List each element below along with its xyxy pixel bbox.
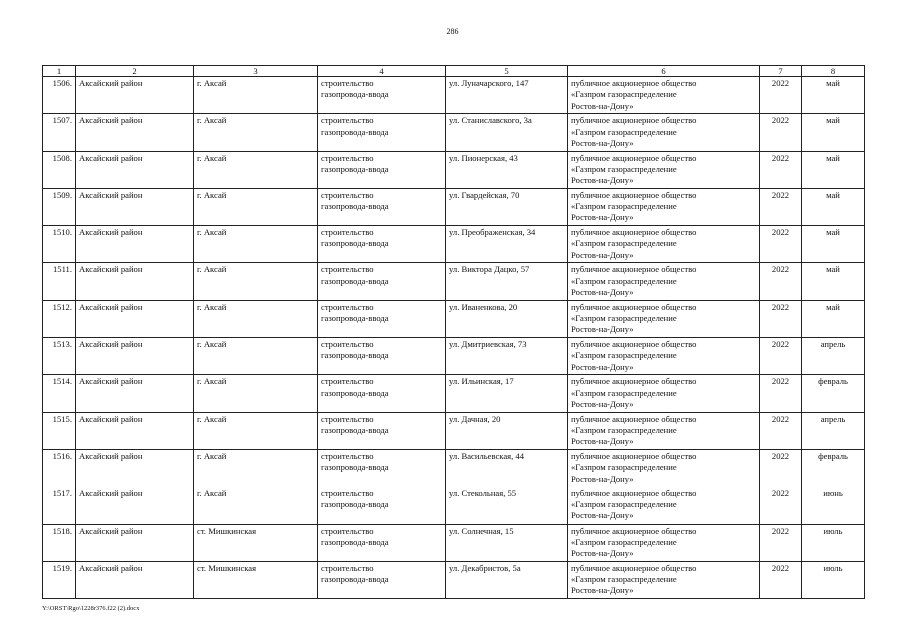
organization-cell — [568, 449, 760, 486]
year-cell-line: 2022 — [771, 339, 790, 350]
work-type-cell-line: газопровода-ввода — [321, 574, 389, 585]
organization-cell — [568, 263, 760, 300]
locality-cell — [194, 338, 318, 375]
address-cell-line: ул. Декабристов, 5а — [449, 562, 521, 573]
table-row — [43, 338, 865, 375]
row-number — [43, 77, 76, 114]
work-type-cell-line: строительство — [321, 189, 374, 200]
year-cell — [760, 263, 802, 300]
table-row — [43, 300, 865, 337]
organization-cell-line: «Газпром газораспределение — [571, 499, 677, 510]
month-cell-line: апрель — [820, 413, 846, 424]
district-cell — [76, 226, 194, 263]
locality-cell-line: г. Аксай — [197, 301, 227, 312]
year-cell — [760, 77, 802, 114]
address-cell — [446, 114, 568, 151]
year-cell-line: 2022 — [771, 413, 790, 424]
organization-cell-line: Ростов-на-Дону» — [571, 287, 634, 298]
month-cell-line: февраль — [818, 376, 848, 387]
month-cell-line: май — [826, 152, 840, 163]
work-type-cell-line: строительство — [321, 376, 374, 387]
locality-cell-line: ст. Мишкинская — [197, 562, 257, 573]
address-cell — [446, 226, 568, 263]
gasification-table — [42, 65, 865, 599]
organization-cell-line: «Газпром газораспределение — [571, 201, 677, 212]
address-cell — [446, 263, 568, 300]
month-cell-line: февраль — [818, 450, 848, 461]
row-number — [43, 188, 76, 225]
district-cell-line: Аксайский район — [79, 450, 143, 461]
organization-cell-line: Ростов-на-Дону» — [571, 436, 634, 447]
organization-cell-line: «Газпром газораспределение — [571, 536, 677, 547]
col-header-8: 8 — [802, 66, 865, 77]
col-header-3: 3 — [194, 66, 318, 77]
year-cell-line: 2022 — [771, 152, 790, 163]
locality-cell — [194, 524, 318, 561]
work-type-cell — [318, 188, 446, 225]
year-cell-line: 2022 — [771, 562, 790, 573]
work-type-cell-line: строительство — [321, 152, 374, 163]
year-cell-line: 2022 — [771, 301, 790, 312]
work-type-cell — [318, 338, 446, 375]
year-cell — [760, 151, 802, 188]
organization-cell-line: Ростов-на-Дону» — [571, 510, 634, 521]
district-cell — [76, 188, 194, 225]
organization-cell — [568, 412, 760, 449]
month-cell-line: апрель — [820, 339, 846, 350]
col-header-6: 6 — [568, 66, 760, 77]
organization-cell-line: Ростов-на-Дону» — [571, 548, 634, 559]
month-cell — [802, 412, 865, 449]
row-number — [43, 524, 76, 561]
row-number — [43, 226, 76, 263]
table-row — [43, 487, 865, 524]
locality-cell — [194, 300, 318, 337]
organization-cell-line: публичное акционерное общество — [571, 227, 697, 238]
row-number-line: 1511. — [52, 264, 72, 275]
work-type-cell-line: газопровода-ввода — [321, 238, 389, 249]
organization-cell-line: Ростов-на-Дону» — [571, 175, 634, 186]
address-cell-line: ул. Гвардейская, 70 — [449, 189, 520, 200]
organization-cell — [568, 375, 760, 412]
organization-cell-line: публичное акционерное общество — [571, 189, 697, 200]
address-cell-line: ул. Васильевская, 44 — [449, 450, 525, 461]
locality-cell — [194, 77, 318, 114]
row-number-line: 1515. — [52, 413, 72, 424]
row-number-line: 1507. — [52, 115, 72, 126]
year-cell — [760, 300, 802, 337]
year-cell-line: 2022 — [771, 450, 790, 461]
district-cell — [76, 114, 194, 151]
district-cell-line: Аксайский район — [79, 562, 143, 573]
locality-cell — [194, 263, 318, 300]
row-number-line: 1516. — [52, 450, 72, 461]
month-cell-line: май — [826, 115, 840, 126]
district-cell — [76, 412, 194, 449]
district-cell-line: Аксайский район — [79, 487, 143, 498]
year-cell-line: 2022 — [771, 227, 790, 238]
work-type-cell-line: строительство — [321, 413, 374, 424]
month-cell — [802, 338, 865, 375]
year-cell — [760, 449, 802, 486]
organization-cell-line: публичное акционерное общество — [571, 525, 697, 536]
locality-cell-line: г. Аксай — [197, 450, 227, 461]
row-number — [43, 412, 76, 449]
row-number — [43, 338, 76, 375]
address-cell — [446, 188, 568, 225]
locality-cell-line: г. Аксай — [197, 115, 227, 126]
organization-cell-line: «Газпром газораспределение — [571, 238, 677, 249]
work-type-cell — [318, 561, 446, 598]
locality-cell — [194, 487, 318, 524]
organization-cell — [568, 226, 760, 263]
col-header-5: 5 — [446, 66, 568, 77]
month-cell — [802, 300, 865, 337]
work-type-cell-line: строительство — [321, 339, 374, 350]
district-cell-line: Аксайский район — [79, 115, 143, 126]
work-type-cell-line: газопровода-ввода — [321, 387, 389, 398]
locality-cell-line: ст. Мишкинская — [197, 525, 257, 536]
organization-cell — [568, 338, 760, 375]
address-cell-line: ул. Станиславского, 3а — [449, 115, 532, 126]
locality-cell — [194, 375, 318, 412]
row-number — [43, 114, 76, 151]
district-cell — [76, 77, 194, 114]
organization-cell-line: «Газпром газораспределение — [571, 424, 677, 435]
work-type-cell — [318, 263, 446, 300]
district-cell-line: Аксайский район — [79, 264, 143, 275]
district-cell-line: Аксайский район — [79, 339, 143, 350]
year-cell — [760, 226, 802, 263]
table-row — [43, 188, 865, 225]
district-cell-line: Аксайский район — [79, 301, 143, 312]
locality-cell-line: г. Аксай — [197, 78, 227, 88]
row-number — [43, 300, 76, 337]
col-header-7: 7 — [760, 66, 802, 77]
month-cell — [802, 77, 865, 114]
year-cell — [760, 561, 802, 598]
table-row — [43, 561, 865, 598]
month-cell-line: май — [826, 78, 840, 88]
organization-cell — [568, 188, 760, 225]
month-cell — [802, 449, 865, 486]
row-number — [43, 263, 76, 300]
month-cell-line: июнь — [823, 487, 843, 498]
month-cell-line: май — [826, 264, 840, 275]
address-cell — [446, 487, 568, 524]
address-cell — [446, 338, 568, 375]
row-number-line: 1510. — [52, 227, 72, 238]
year-cell-line: 2022 — [771, 525, 790, 536]
locality-cell — [194, 114, 318, 151]
year-cell-line: 2022 — [771, 189, 790, 200]
locality-cell — [194, 561, 318, 598]
address-cell-line: ул. Луначарского, 147 — [449, 78, 529, 88]
address-cell-line: ул. Дачная, 20 — [449, 413, 501, 424]
locality-cell-line: г. Аксай — [197, 413, 227, 424]
organization-cell — [568, 151, 760, 188]
address-cell-line: ул. Иваненкова, 20 — [449, 301, 518, 312]
locality-cell — [194, 226, 318, 263]
year-cell-line: 2022 — [771, 115, 790, 126]
organization-cell-line: «Газпром газораспределение — [571, 387, 677, 398]
organization-cell-line: Ростов-на-Дону» — [571, 585, 634, 596]
work-type-cell-line: строительство — [321, 487, 374, 498]
work-type-cell-line: строительство — [321, 301, 374, 312]
organization-cell-line: публичное акционерное общество — [571, 301, 697, 312]
work-type-cell — [318, 487, 446, 524]
address-cell-line: ул. Стекольная, 55 — [449, 487, 517, 498]
work-type-cell — [318, 77, 446, 114]
district-cell-line: Аксайский район — [79, 227, 143, 238]
locality-cell-line: г. Аксай — [197, 487, 227, 498]
organization-cell-line: «Газпром газораспределение — [571, 126, 677, 137]
row-number-line: 1518. — [52, 525, 72, 536]
month-cell — [802, 375, 865, 412]
year-cell — [760, 188, 802, 225]
organization-cell-line: «Газпром газораспределение — [571, 574, 677, 585]
work-type-cell-line: газопровода-ввода — [321, 163, 389, 174]
district-cell — [76, 449, 194, 486]
row-number-line: 1514. — [52, 376, 72, 387]
locality-cell-line: г. Аксай — [197, 152, 227, 163]
locality-cell-line: г. Аксай — [197, 376, 227, 387]
year-cell — [760, 114, 802, 151]
organization-cell-line: «Газпром газораспределение — [571, 275, 677, 286]
month-cell — [802, 561, 865, 598]
row-number-line: 1509. — [52, 189, 72, 200]
work-type-cell-line: газопровода-ввода — [321, 424, 389, 435]
row-number-line: 1508. — [52, 152, 72, 163]
district-cell — [76, 300, 194, 337]
address-cell — [446, 77, 568, 114]
district-cell-line: Аксайский район — [79, 376, 143, 387]
locality-cell — [194, 412, 318, 449]
locality-cell — [194, 449, 318, 486]
organization-cell-line: публичное акционерное общество — [571, 450, 697, 461]
col-header-1: 1 — [43, 66, 76, 77]
organization-cell-line: публичное акционерное общество — [571, 264, 697, 275]
district-cell-line: Аксайский район — [79, 413, 143, 424]
work-type-cell-line: газопровода-ввода — [321, 126, 389, 137]
organization-cell-line: Ростов-на-Дону» — [571, 212, 634, 223]
work-type-cell-line: газопровода-ввода — [321, 536, 389, 547]
district-cell — [76, 338, 194, 375]
work-type-cell-line: строительство — [321, 562, 374, 573]
row-number — [43, 561, 76, 598]
address-cell-line: ул. Преображенская, 34 — [449, 227, 536, 238]
organization-cell — [568, 487, 760, 524]
work-type-cell — [318, 412, 446, 449]
work-type-cell — [318, 114, 446, 151]
year-cell — [760, 375, 802, 412]
table-row — [43, 412, 865, 449]
page-number: 286 — [446, 27, 459, 36]
organization-cell — [568, 524, 760, 561]
row-number-line: 1519. — [52, 562, 72, 573]
locality-cell-line: г. Аксай — [197, 339, 227, 350]
district-cell-line: Аксайский район — [79, 525, 143, 536]
organization-cell-line: публичное акционерное общество — [571, 115, 697, 126]
month-cell-line: июль — [823, 525, 843, 536]
table-row — [43, 151, 865, 188]
locality-cell — [194, 188, 318, 225]
address-cell — [446, 524, 568, 561]
organization-cell — [568, 300, 760, 337]
table-row — [43, 114, 865, 151]
organization-cell-line: «Газпром газораспределение — [571, 350, 677, 361]
district-cell — [76, 263, 194, 300]
work-type-cell-line: строительство — [321, 450, 374, 461]
organization-cell-line: публичное акционерное общество — [571, 339, 697, 350]
locality-cell — [194, 151, 318, 188]
organization-cell-line: Ростов-на-Дону» — [571, 249, 634, 260]
address-cell — [446, 449, 568, 486]
month-cell — [802, 151, 865, 188]
month-cell — [802, 188, 865, 225]
table-row — [43, 375, 865, 412]
address-cell-line: ул. Солнечная, 15 — [449, 525, 514, 536]
work-type-cell-line: строительство — [321, 525, 374, 536]
district-cell-line: Аксайский район — [79, 78, 143, 88]
year-cell — [760, 412, 802, 449]
month-cell — [802, 114, 865, 151]
month-cell-line: май — [826, 227, 840, 238]
locality-cell-line: г. Аксай — [197, 227, 227, 238]
address-cell — [446, 375, 568, 412]
row-number-line: 1512. — [52, 301, 72, 312]
month-cell — [802, 487, 865, 524]
file-path-footer: Y:\ORST\Rgo\1228r376.f22 (2).docx — [42, 605, 140, 612]
table-row — [43, 226, 865, 263]
month-cell — [802, 226, 865, 263]
work-type-cell-line: строительство — [321, 264, 374, 275]
address-cell — [446, 561, 568, 598]
work-type-cell-line: газопровода-ввода — [321, 499, 389, 510]
organization-cell-line: «Газпром газораспределение — [571, 163, 677, 174]
table-row — [43, 524, 865, 561]
work-type-cell — [318, 226, 446, 263]
organization-cell-line: Ростов-на-Дону» — [571, 398, 634, 409]
row-number-line: 1513. — [52, 339, 72, 350]
organization-cell-line: публичное акционерное общество — [571, 562, 697, 573]
locality-cell-line: г. Аксай — [197, 264, 227, 275]
work-type-cell — [318, 300, 446, 337]
year-cell-line: 2022 — [771, 487, 790, 498]
month-cell-line: май — [826, 301, 840, 312]
organization-cell-line: «Газпром газораспределение — [571, 313, 677, 324]
work-type-cell-line: строительство — [321, 78, 374, 88]
organization-cell-line: публичное акционерное общество — [571, 78, 697, 88]
organization-cell-line: публичное акционерное общество — [571, 376, 697, 387]
work-type-cell-line: строительство — [321, 227, 374, 238]
year-cell — [760, 338, 802, 375]
work-type-cell-line: газопровода-ввода — [321, 201, 389, 212]
work-type-cell-line: газопровода-ввода — [321, 350, 389, 361]
organization-cell-line: Ростов-на-Дону» — [571, 100, 634, 111]
organization-cell-line: Ростов-на-Дону» — [571, 473, 634, 484]
organization-cell — [568, 114, 760, 151]
month-cell-line: май — [826, 189, 840, 200]
organization-cell-line: Ростов-на-Дону» — [571, 324, 634, 335]
year-cell-line: 2022 — [771, 78, 790, 88]
work-type-cell-line: строительство — [321, 115, 374, 126]
work-type-cell — [318, 524, 446, 561]
organization-cell — [568, 561, 760, 598]
row-number-line: 1517. — [52, 487, 72, 498]
month-cell-line: июль — [823, 562, 843, 573]
district-cell — [76, 524, 194, 561]
work-type-cell-line: газопровода-ввода — [321, 462, 389, 473]
row-number — [43, 151, 76, 188]
col-header-4: 4 — [318, 66, 446, 77]
district-cell — [76, 487, 194, 524]
organization-cell-line: «Газпром газораспределение — [571, 89, 677, 100]
organization-cell-line: публичное акционерное общество — [571, 487, 697, 498]
address-cell-line: ул. Пионерская, 43 — [449, 152, 518, 163]
work-type-cell-line: газопровода-ввода — [321, 275, 389, 286]
row-number — [43, 449, 76, 486]
organization-cell-line: «Газпром газораспределение — [571, 462, 677, 473]
district-cell-line: Аксайский район — [79, 152, 143, 163]
year-cell — [760, 487, 802, 524]
work-type-cell-line: газопровода-ввода — [321, 89, 389, 100]
table-row — [43, 263, 865, 300]
row-number — [43, 487, 76, 524]
address-cell — [446, 300, 568, 337]
year-cell-line: 2022 — [771, 376, 790, 387]
address-cell-line: ул. Ильинская, 17 — [449, 376, 514, 387]
organization-cell-line: публичное акционерное общество — [571, 152, 697, 163]
district-cell — [76, 375, 194, 412]
column-number-row — [43, 66, 865, 77]
month-cell — [802, 263, 865, 300]
address-cell — [446, 151, 568, 188]
locality-cell-line: г. Аксай — [197, 189, 227, 200]
row-number-line: 1506. — [52, 78, 72, 88]
year-cell — [760, 524, 802, 561]
month-cell — [802, 524, 865, 561]
address-cell — [446, 412, 568, 449]
row-number — [43, 375, 76, 412]
organization-cell-line: Ростов-на-Дону» — [571, 137, 634, 148]
work-type-cell — [318, 375, 446, 412]
work-type-cell — [318, 449, 446, 486]
table-row — [43, 449, 865, 486]
year-cell-line: 2022 — [771, 264, 790, 275]
organization-cell-line: публичное акционерное общество — [571, 413, 697, 424]
table-row — [43, 77, 865, 114]
address-cell-line: ул. Виктора Дацко, 57 — [449, 264, 530, 275]
district-cell-line: Аксайский район — [79, 189, 143, 200]
district-cell — [76, 561, 194, 598]
organization-cell-line: Ростов-на-Дону» — [571, 361, 634, 372]
col-header-2: 2 — [76, 66, 194, 77]
work-type-cell — [318, 151, 446, 188]
organization-cell — [568, 77, 760, 114]
address-cell-line: ул. Дмитриевская, 73 — [449, 339, 527, 350]
district-cell — [76, 151, 194, 188]
work-type-cell-line: газопровода-ввода — [321, 313, 389, 324]
